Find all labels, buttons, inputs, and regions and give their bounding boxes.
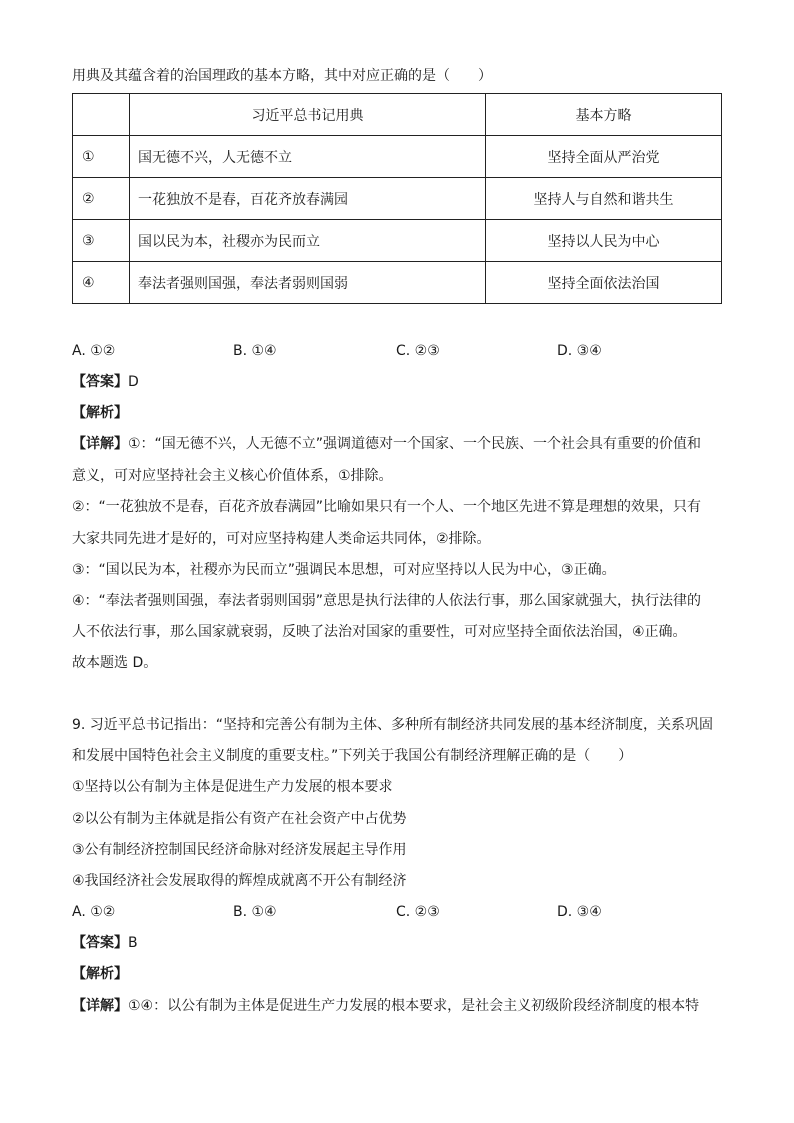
- answer-label: 【答案】: [72, 374, 128, 390]
- row-strategy: 坚持全面依法治国: [486, 262, 722, 304]
- q9-stem-line: 9. 习近平总书记指出：“坚持和完善公有制为主体、多种所有制经济共同发展的基本经济制度，关系巩固: [72, 717, 714, 733]
- q8-option-a: A. ①②: [72, 343, 116, 359]
- q8-detail-line: 大家共同先进才是好的，可对应坚持构建人类命运共同体，②排除。: [72, 531, 491, 547]
- q9-option-c: C. ②③: [396, 904, 440, 920]
- row-number: ②: [73, 178, 130, 220]
- q8-analysis-label: 【解析】: [72, 405, 128, 421]
- q8-detail-line: [72, 434, 701, 454]
- q9-statement: ④我国经济社会发展取得的辉煌成就离不开公有制经济: [72, 873, 407, 889]
- answer-label: 【答案】: [72, 935, 128, 951]
- table-row: [73, 178, 722, 220]
- q9-statement: ③公有制经济控制国民经济命脉对经济发展起主导作用: [72, 842, 407, 858]
- row-quote: 奉法者强则国强，奉法者弱则国弱: [130, 262, 486, 304]
- q9-option-a: A. ①②: [72, 904, 116, 920]
- q8-detail-line: ②：“一花独放不是春，百花齐放春满园”比喻如果只有一个人、一个地区先进不算是理想的效果，只有: [72, 499, 702, 515]
- detail-label: 【详解】: [72, 998, 128, 1014]
- row-number: ③: [73, 220, 130, 262]
- q8-detail-line: 人不依法行事，那么国家就衰弱，反映了法治对国家的重要性，可对应坚持全面依法治国，④正确。: [72, 624, 687, 640]
- answer-value: D: [128, 374, 139, 390]
- q9-option-b: B. ①④: [233, 904, 277, 920]
- q8-table: [72, 93, 722, 304]
- q8-option-c: C. ②③: [396, 343, 440, 359]
- detail-text: ①④：以公有制为主体是促进生产力发展的根本要求，是社会主义初级阶段经济制度的根本特: [128, 998, 700, 1014]
- row-quote: 一花独放不是春，百花齐放春满园: [130, 178, 486, 220]
- answer-value: B: [128, 935, 138, 951]
- q8-detail-line: ④：“奉法者强则国强，奉法者弱则国弱”意思是执行法律的人依法行事，那么国家就强大，执行法律的: [72, 593, 702, 609]
- table-header-cell: [73, 94, 130, 136]
- q9-statement: ①坚持以公有制为主体是促进生产力发展的根本要求: [72, 779, 393, 795]
- row-quote: 国以民为本，社稷亦为民而立: [130, 220, 486, 262]
- table-header-cell: 习近平总书记用典: [130, 94, 486, 136]
- row-strategy: 坚持以人民为中心: [486, 220, 722, 262]
- table-header-row: [73, 94, 722, 136]
- q9-detail-line: [72, 996, 699, 1016]
- table-row: [73, 220, 722, 262]
- q9-option-d: D. ③④: [557, 904, 602, 920]
- q8-conclusion: 故本题选 D。: [72, 655, 158, 671]
- table-row: [73, 262, 722, 304]
- detail-label: 【详解】: [72, 436, 128, 452]
- row-quote: 国无德不兴，人无德不立: [130, 136, 486, 178]
- q9-analysis-label: 【解析】: [72, 966, 128, 982]
- row-strategy: 坚持人与自然和谐共生: [486, 178, 722, 220]
- row-number: ①: [73, 136, 130, 178]
- q8-option-b: B. ①④: [233, 343, 277, 359]
- q8-stem: 用典及其蕴含着的治国理政的基本方略，其中对应正确的是（ ）: [72, 68, 492, 84]
- detail-text: ①：“国无德不兴，人无德不立”强调道德对一个国家、一个民族、一个社会具有重要的价值和: [128, 436, 702, 452]
- row-number: ④: [73, 262, 130, 304]
- row-strategy: 坚持全面从严治党: [486, 136, 722, 178]
- q9-statement: ②以公有制为主体就是指公有资产在社会资产中占优势: [72, 811, 407, 827]
- q9-stem-line: 和发展中国特色社会主义制度的重要支柱。”下列关于我国公有制经济理解正确的是（ ）: [72, 748, 633, 764]
- q8-option-d: D. ③④: [557, 343, 602, 359]
- q8-detail-line: ③：“国以民为本，社稷亦为民而立”强调民本思想，可对应坚持以人民为中心，③正确。: [72, 562, 616, 578]
- q9-answer-line: [72, 933, 138, 953]
- table-row: [73, 136, 722, 178]
- q8-detail-line: 意义，可对应坚持社会主义核心价值体系，①排除。: [72, 468, 393, 484]
- q8-answer-line: [72, 372, 139, 392]
- table-header-cell: 基本方略: [486, 94, 722, 136]
